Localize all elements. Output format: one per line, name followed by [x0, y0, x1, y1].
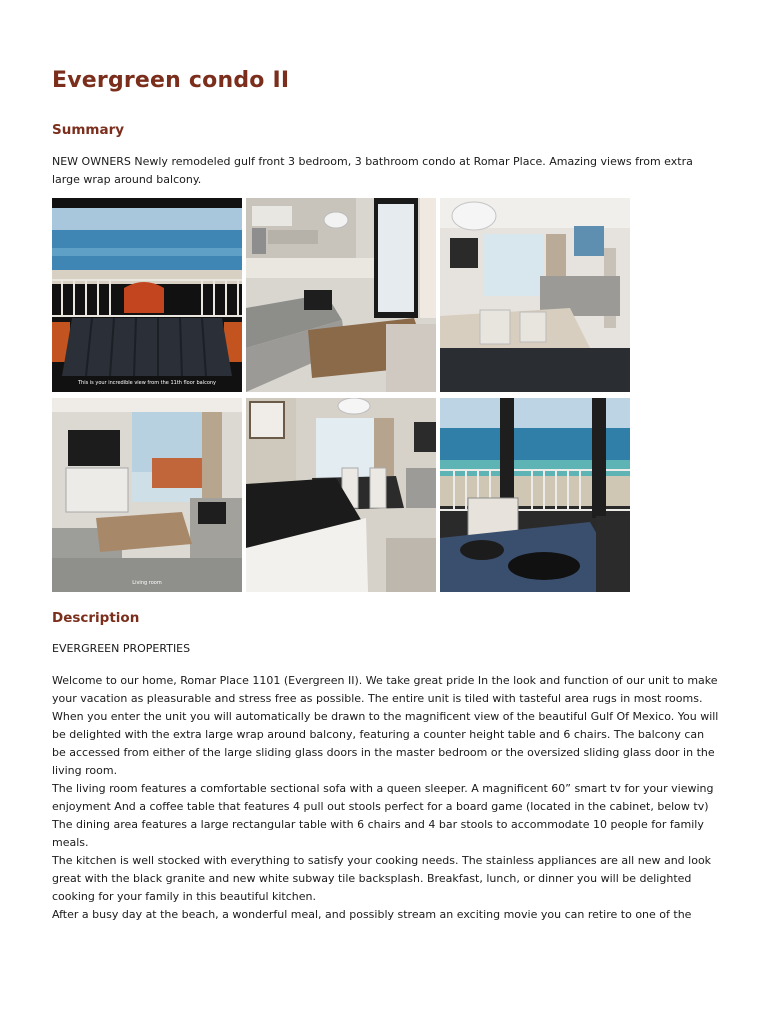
description-paragraph: Welcome to our home, Romar Place 1101 (Evergreen II). We take great pride In the look and function of our unit to make your vacation as pleasurable and stress free as possible. The entire unit is tiled with tasteful area rugs in most rooms.	[52, 674, 718, 705]
photo-caption: Living room	[132, 580, 162, 586]
dining-table-photo[interactable]	[246, 398, 436, 592]
living-room-kitchen-image	[246, 198, 436, 392]
balcony-view-image	[440, 398, 630, 592]
dining-table-image	[246, 398, 436, 592]
description-heading: Description	[52, 610, 140, 626]
page-title: Evergreen condo II	[52, 68, 290, 93]
description-paragraph: After a busy day at the beach, a wonderful meal, and possibly stream an exciting movie you can retire to one of the	[52, 908, 692, 921]
description-paragraph: The kitchen is well stocked with everything to satisfy your cooking needs. The stainless appliances are all new and look great with the black granite and new white subway tile backsplash. Breakfast, lunch, or dinner you will be delighted cooking for your family in this beautiful kitchen.	[52, 854, 712, 903]
description-paragraph: The dining area features a large rectangular table with 6 chairs and 4 bar stools to accommodate 10 people for family meals.	[52, 818, 704, 849]
balcony-ocean-image	[52, 198, 242, 392]
dining-living-image	[440, 198, 630, 392]
description-body	[52, 672, 720, 924]
company-name: EVERGREEN PROPERTIES	[52, 642, 191, 655]
photo-caption: This is your incredible view from the 11th floor balcony	[77, 380, 217, 386]
summary-heading: Summary	[52, 122, 125, 138]
dining-living-photo[interactable]	[440, 198, 630, 392]
balcony-view-photo[interactable]	[440, 398, 630, 592]
photo-gallery	[52, 198, 630, 592]
description-paragraph: When you enter the unit you will automatically be drawn to the magnificent view of the beautiful Gulf Of Mexico. You will be delighted with the extra large wrap around balcony, featuring a counter height table and 6 chairs. The balcony can be accessed from either of the large sliding glass doors in the master bedroom or the oversized sliding glass door in the living room.	[52, 710, 719, 777]
living-room-image	[52, 398, 242, 592]
living-room-kitchen-photo[interactable]	[246, 198, 436, 392]
balcony-ocean-photo[interactable]	[52, 198, 242, 392]
summary-text: NEW OWNERS Newly remodeled gulf front 3 bedroom, 3 bathroom condo at Romar Place. Amazing views from extra large wrap around balcony.	[52, 155, 693, 186]
description-paragraph: The living room features a comfortable sectional sofa with a queen sleeper. A magnificent 60” smart tv for your viewing enjoyment And a coffee table that features 4 pull out stools perfect for a board game (located in the cabinet, below tv)	[52, 782, 714, 813]
living-room-photo[interactable]	[52, 398, 242, 592]
